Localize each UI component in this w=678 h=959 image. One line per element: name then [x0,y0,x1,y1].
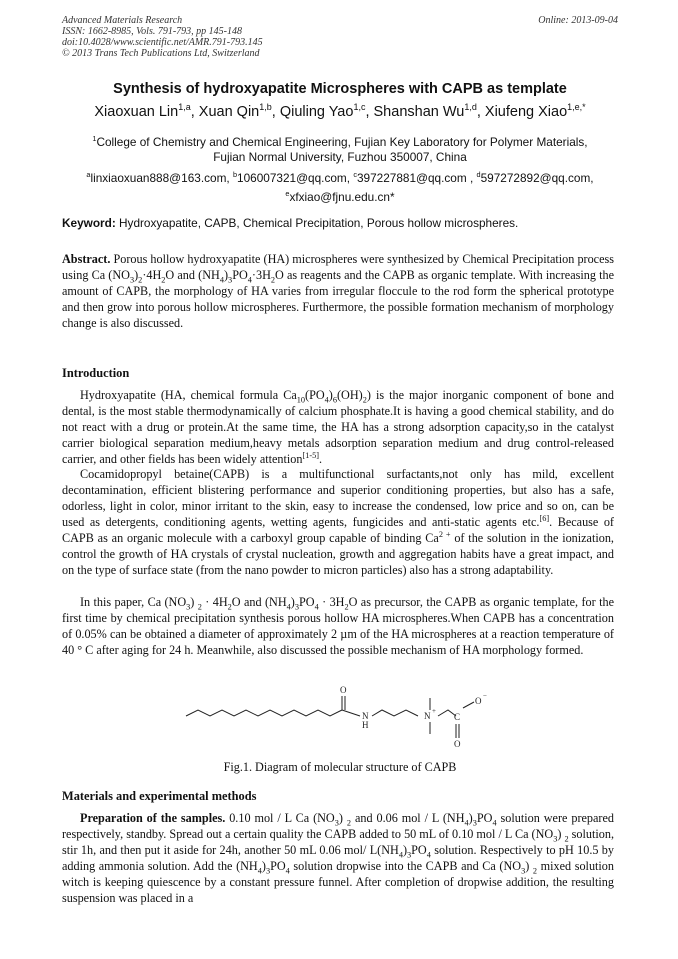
affiliation-line: College of Chemistry and Chemical Engineering, Fujian Key Laboratory for Polymer Materials, [96,134,588,149]
atom-n-plus: N [424,711,431,721]
email-list [62,167,618,205]
author-name: Xuan Qin [198,103,260,120]
author-affil-sup: 1,b [259,102,272,112]
abstract: Abstract. Porous hollow hydroxyapatite (HA) microspheres were synthesized by Chemical Precipitation process using Ca $(NO_3)_2\cdot 4H_2O$ and $(NH_4)_3PO_4\cdot 3H_2O$ as reagents and the CAPB as organic template. With increasing the amount of CAPB, the morphology of HA varies from irregular floccule to the rod form the spherical prototype and then grow into porous hollow microspheres. Furthermore, the possible formation mechanism of morphology change is also discussed. [62,252,614,330]
intro-paragraph: Cocamidopropyl betaine(CAPB) is a multifunctional surfactants,not only has mild, excellent decontamination, efficient blistering performance and superior conditioning properties, but also has a safe, odorless, light in color, minor irritant to the skin, easy to increase the condensed, low price and so on, can be used as detergents, conditioning agents, wetting agents, fungicides and anti-static agents etc.[6]. Because of CAPB as an organic molecule with a carboxyl group capable of binding $Ca^{2 +}$ of the solution in the ionization, control the growth of HA crystals of crystal nucleation, growth and aggregation habits have a great impact, and on the type of surface state (from the nano powder to micron particles) also has a strong adaptability. [62,467,614,577]
journal-copyright: © 2013 Trans Tech Publications Ltd, Switzerland [62,48,260,59]
methods-heading: Materials and experimental methods [62,789,257,803]
author-name: Xiaoxuan Lin [94,103,179,120]
journal-name: Advanced Materials Research [62,15,183,26]
author-name: Shanshan Wu [373,103,465,120]
figure-caption: Fig.1. Diagram of molecular structure of CAPB [223,760,457,774]
atom-o: O [340,685,347,695]
author-name: Xiufeng Xiao [484,103,568,120]
capb-molecule-diagram [178,680,508,750]
intro-paragraph: Hydroxyapatite (HA, chemical formula $Ca_{10}(PO_4)_6(OH)_2$) is the major inorganic component of bone and dental, is the most stable thermodynamically of calcium phosphate.It is having a good chemical stability, and do not react with a drug or protein.At the same time, the HA has a strong adsorption capacity,so in the catalyst carrier biological separation medium,heavy metals adsorption separation medium and drug control-released carrier, and other fields has been widely attention[1-5]. [62,388,614,466]
amide-bond [342,710,360,716]
journal-issn: ISSN: 1662-8985, Vols. 791-793, pp 145-148 [62,26,242,37]
email-sup: e [285,188,290,198]
charge-minus: − [483,692,487,700]
methods-paragraph: Preparation of the samples. 0.10 mol / L Ca $(NO_3)$ $_2$ and 0.06 mol / L $(NH_4)_3PO_4$ solution were prepared respectively, standby. Spread out a certain quality the CAPB added to 50 mL of 0.10 mol / L Ca $(NO_3)$ $_2$ solution, stir 1h, and then put it aside for 24h, another 50 mL 0.06 mol/ $L(NH_4)_3PO_4$ solution. Respectively to pH 10.5 by adding ammonia solution. Add the $(NH_4)_3PO_4$ solution dropwise into the CAPB and Ca $(NO_3)$ $_2$ mixed solution witch is keeping quiescence by a constant pressure funnel. After completion of dropwise addition, the resulting suspension was placed in a [62,811,614,905]
atom-h: H [362,720,369,730]
email-sup: c [353,170,357,179]
charge-plus: + [432,707,436,715]
abstract-label: Abstract. [62,252,111,266]
keyword-text: Hydroxyapatite, CAPB, Chemical Precipitation, Porous hollow microspheres. [115,216,519,230]
citation-ref[interactable]: [1-5] [302,450,320,460]
subsection-heading: Preparation of the samples. [80,811,226,825]
author-list: Xiaoxuan Lin$^{1,a}$, Xuan Qin$^{1,b}$, Qiuling Yao$^{1,c}$, Shanshan Wu$^{1,d}$, Xiufeng Xiao$^{1,e,*}$ [94,102,586,120]
atom-o-minus: O [475,696,482,706]
email-link[interactable]: xfxiao@fjnu.edu.cn* [289,189,395,204]
online-date: Online: 2013-09-04 [538,15,618,26]
email-link[interactable]: 597272892@qq.com, [480,170,594,185]
paper-title: Synthesis of hydroxyapatite Microspheres with CAPB as template [113,81,567,97]
journal-header [62,15,618,59]
author-affil-sup: 1,d [464,102,477,112]
author-affil-sup: 1,c [353,102,366,112]
propyl-chain [372,710,418,716]
email-sup: b [232,170,238,179]
alkyl-chain [186,710,342,716]
email-sup: d [476,170,481,179]
affiliation [62,131,618,165]
author-affil-sup: 1,e,* [567,102,586,112]
keyword-label: Keyword: [62,216,116,230]
affiliation-line: Fujian Normal University, Fuzhou 350007, China [213,149,467,164]
email-link[interactable]: linxiaoxuan888@163.com, [90,170,230,185]
author-name: Qiuling Yao [279,103,354,120]
atom-n: N [362,711,369,721]
intro-paragraph: In this paper, Ca $(NO_3) _2 \cdot 4H_2O$ and $(NH_4)_3PO_4 \cdot 3H_2O$ as precursor, the CAPB as organic template, for the first time by chemical precipitation synthesis porous hollow HA microspheres.When CAPB has a concentration of 0.05% can be obtained a diameter of approximately 2 µm of the HA microspheres at a reaction temperature of 40 ° C after aging for 24 h. Meanwhile, also discussed the possible mechanism of HA morphology formed. [62,595,614,657]
author-affil-sup: 1,a [178,102,191,112]
journal-doi: doi:10.4028/www.scientific.net/AMR.791-793.145 [62,37,263,48]
atom-o: O [454,739,461,749]
intro-heading: Introduction [62,366,130,380]
affiliation-sup: 1 [92,134,97,143]
email-link[interactable]: 106007321@qq.com, [237,170,351,185]
email-sup: a [86,170,91,179]
email-link[interactable]: 397227881@qq.com , [356,170,474,185]
keywords [62,216,618,230]
atom-c: C [454,712,461,722]
citation-ref[interactable]: [6] [539,513,550,523]
